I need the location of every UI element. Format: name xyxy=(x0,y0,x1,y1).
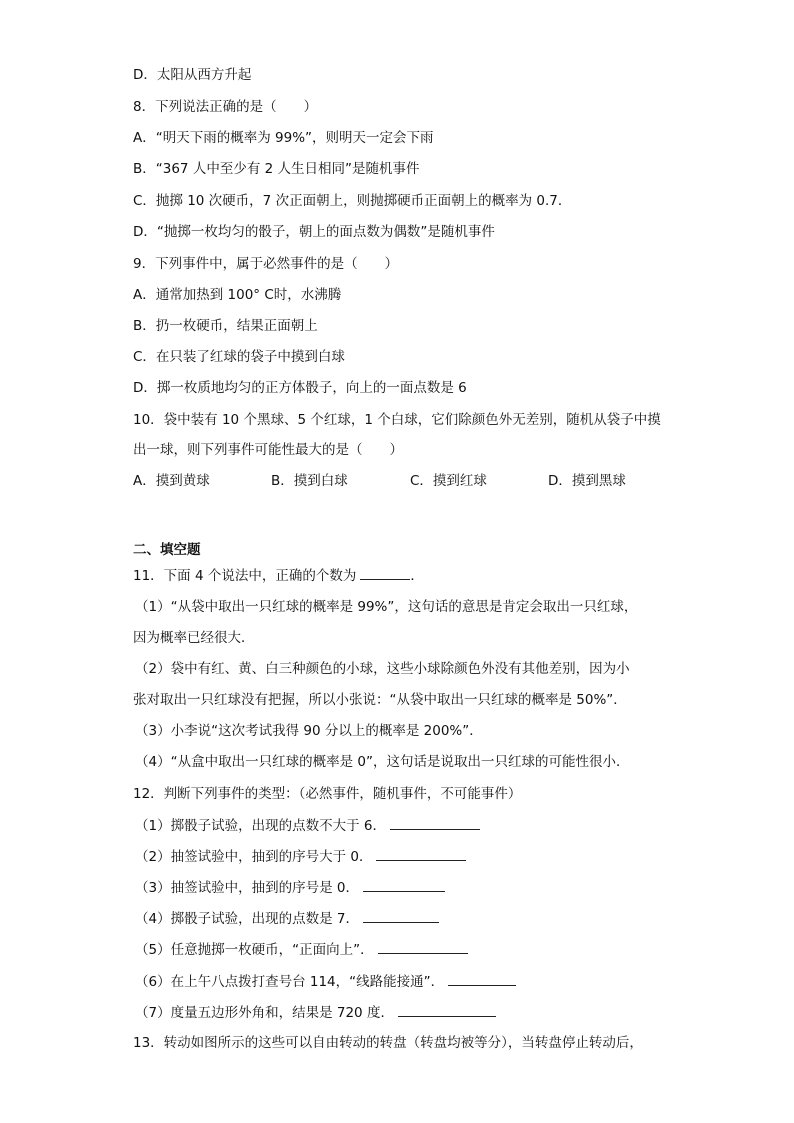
q12-item-7 xyxy=(135,1003,496,1022)
section-heading-fill-in: 二、填空题 xyxy=(133,542,201,558)
q12-item-1 xyxy=(135,816,480,835)
q10-option-d: D．摸到黑球 xyxy=(548,473,626,489)
q9-option-a: A．通常加热到 100° C时，水沸腾 xyxy=(133,287,342,303)
q12-item-2-text: （2）抽签试验中，抽到的序号大于 0． xyxy=(135,849,373,865)
q11-statement-2-line1: （2）袋中有红、黄、白三种颜色的小球，这些小球除颜色外没有其他差别，因为小 xyxy=(135,661,630,677)
q11-statement-1-line1: （1）“从袋中取出一只红球的概率是 99%”，这句话的意思是肯定会取出一只红球， xyxy=(135,599,638,615)
q9-option-b: B．扔一枚硬币，结果正面朝上 xyxy=(133,318,318,334)
q12-item-6-text: （6）在上午八点拨打查号台 114，“线路能接通”． xyxy=(135,974,445,990)
question-10-stem-line2: 出一球，则下列事件可能性最大的是（ ） xyxy=(133,442,403,458)
answer-blank xyxy=(360,566,410,580)
q10-option-c: C．摸到红球 xyxy=(410,473,487,489)
answer-blank xyxy=(398,1003,496,1017)
q12-item-5-text: （5）任意抛掷一枚硬币，“正面向上”． xyxy=(135,942,374,958)
q12-item-3-text: （3）抽签试验中，抽到的序号是 0． xyxy=(135,880,359,896)
q11-statement-3: （3）小李说“这次考试我得 90 分以上的概率是 200%”． xyxy=(135,723,483,739)
q10-option-a: A．摸到黄球 xyxy=(133,473,210,489)
q12-item-6 xyxy=(135,972,516,991)
q11-statement-1-line2: 因为概率已经很大． xyxy=(133,630,255,646)
q12-item-1-text: （1）掷骰子试验，出现的点数不大于 6． xyxy=(135,818,386,834)
question-12-stem: 12．判断下列事件的类型：（必然事件，随机事件，不可能事件） xyxy=(133,786,522,802)
answer-blank xyxy=(378,940,468,954)
q8-option-a: A．“明天下雨的概率为 99%”，则明天一定会下雨 xyxy=(133,130,434,146)
q8-option-d: D．“抛掷一枚均匀的骰子，朝上的面点数为偶数”是随机事件 xyxy=(133,224,495,240)
answer-blank xyxy=(376,847,466,861)
q11-statement-4: （4）“从盒中取出一只红球的概率是 0”，这句话是说取出一只红球的可能性很小． xyxy=(135,754,630,770)
q12-item-2 xyxy=(135,847,466,866)
q11-period: ． xyxy=(410,568,424,584)
q11-text: 11．下面 4 个说法中，正确的个数为 xyxy=(133,568,357,584)
q9-option-c: C．在只装了红球的袋子中摸到白球 xyxy=(133,349,345,365)
q12-item-5 xyxy=(135,940,468,959)
answer-blank xyxy=(363,878,445,892)
q11-statement-2-line2: 张对取出一只红球没有把握，所以小张说：“从袋中取出一只红球的概率是 50%”． xyxy=(133,692,627,708)
q8-option-c: C．抛掷 10 次硬币，7 次正面朝上，则抛掷硬币正面朝上的概率为 0.7． xyxy=(133,193,572,209)
q10-option-b: B．摸到白球 xyxy=(271,473,348,489)
question-10-stem-line1: 10．袋中装有 10 个黑球、5 个红球，1 个白球，它们除颜色外无差别，随机从袋子中摸 xyxy=(133,412,661,428)
q12-item-7-text: （7）度量五边形外角和，结果是 720 度． xyxy=(135,1005,394,1021)
q7-option-d: D．太阳从西方升起 xyxy=(133,67,252,83)
question-13-stem: 13．转动如图所示的这些可以自由转动的转盘（转盘均被等分），当转盘停止转动后， xyxy=(133,1035,643,1051)
answer-blank xyxy=(390,816,480,830)
q12-item-4-text: （4）掷骰子试验，出现的点数是 7． xyxy=(135,911,359,927)
answer-blank xyxy=(363,909,439,923)
answer-blank xyxy=(448,972,516,986)
q12-item-3 xyxy=(135,878,445,897)
question-11-stem xyxy=(133,566,424,585)
q12-item-4 xyxy=(135,909,439,928)
question-8-stem: 8．下列说法正确的是（ ） xyxy=(133,99,318,115)
q9-option-d: D．掷一枚质地均匀的正方体骰子，向上的一面点数是 6 xyxy=(133,380,467,396)
question-9-stem: 9．下列事件中，属于必然事件的是（ ） xyxy=(133,256,399,272)
q8-option-b: B．“367 人中至少有 2 人生日相同”是随机事件 xyxy=(133,161,420,177)
